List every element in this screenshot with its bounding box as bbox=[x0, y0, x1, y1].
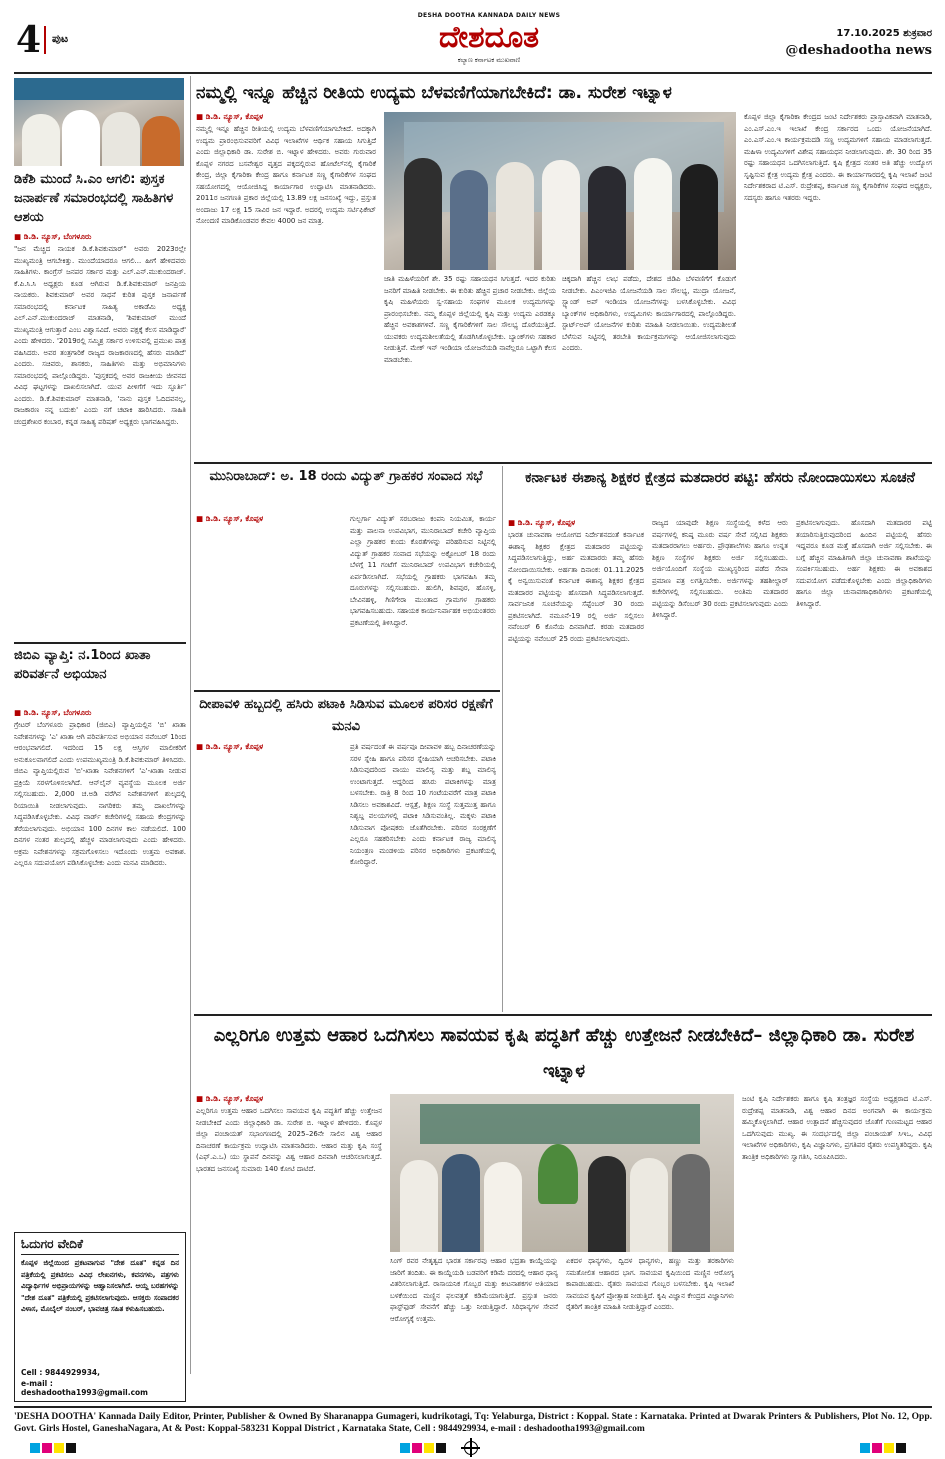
article-munirabad-body-wrap bbox=[196, 514, 496, 686]
yellow-swatch bbox=[884, 1443, 894, 1453]
article-left1-body: "ಜನ ಮೆಚ್ಚಿದ ನಾಯಕ ಡಿ.ಕೆ.ಶಿವಕುಮಾರ್" ಅವರು 2023ರಲ್ಲೇ ಮುಖ್ಯಮಂತ್ರಿ ಆಗಬೇಕಿತ್ತು. ಮುಂದೆಯಾದರೂ ಆಗಲಿ... ಹೀಗೆ ಹೇಳಿದವರು ಸಾಹಿತಿಗಳು. ಕಾಂಗ್ರೆಸ್ ಜನಪರ ಸರ್ಕಾರ ಮತ್ತು ಎಲ್.ಎನ್.ಮುಕುಂದರಾಜ್. ಕೆ.ಪಿ.ಸಿ.ಸಿ ಅಧ್ಯಕ್ಷರು ಕೂಡ ಆಗಿರುವ ಡಿ.ಕೆ.ಶಿವಕುಮಾರ್ ಜನಪ್ರಿಯ ನಾಯಕರು. ಶಿವಕುಮಾರ್ ಅವರ ಸಾಧನೆ ಕುರಿತ ಪುಸ್ತಕ ಜನಾರ್ಪಣೆ ಸಮಾರಂಭದಲ್ಲಿ ಕರ್ನಾಟಕ ಸಾಹಿತ್ಯ ಅಕಾಡೆಮಿ ಅಧ್ಯಕ್ಷ ಎಲ್.ಎನ್.ಮುಕುಂದರಾಜ್ ಮಾತನಾಡಿ, 'ಶಿವಕುಮಾರ್ ಮುಂದೆ ಮುಖ್ಯಮಂತ್ರಿ ಆಗುತ್ತಾರೆ ಎಂಬ ವಿಶ್ವಾಸವಿದೆ. ಅವರು ಪಕ್ಷಕ್ಕೆ ಕೆಲಸ ಮಾಡಿದ್ದಾರೆ' ಎಂದು ಹೇಳಿದರು. '2019ರಲ್ಲಿ ಸಮ್ಮಿಶ್ರ ಸರ್ಕಾರ ಉಳಿಸುವಲ್ಲಿ ಪ್ರಮುಖ ಪಾತ್ರ ವಹಿಸಿದರು. ಅವರ ತಂತ್ರಗಾರಿಕೆ ರಾಜ್ಯದ ರಾಜಕಾರಣದಲ್ಲಿ ಹೆಸರು ಮಾಡಿದೆ' ಎಂದರು. ಸಚಿವರು, ಶಾಸಕರು, ಸಾಹಿತಿಗಳು ಮತ್ತು ಅಭಿಮಾನಿಗಳು ಸಮಾರಂಭದಲ್ಲಿ ಪಾಲ್ಗೊಂಡಿದ್ದರು. 'ಪುಸ್ತಕದಲ್ಲಿ ಅವರ ರಾಜಕೀಯ ಜೀವನದ ವಿವಿಧ ಘಟ್ಟಗಳನ್ನು ದಾಖಲಿಸಲಾಗಿದೆ. ಯುವ ಪೀಳಿಗೆಗೆ ಇದು ಸ್ಫೂರ್ತಿ' ಎಂದರು. ಡಿ.ಕೆ.ಶಿವಕುಮಾರ್ ಮಾತನಾಡಿ, 'ನಾನು ಪುಸ್ತಕ ಓದಿದವನಲ್ಲ, ರಾಜಕಾರಣ ನನ್ನ ಬದುಕು' ಎಂದು ನಗೆ ಚಟಾಕಿ ಹಾರಿಸಿದರು. ಸಾಹಿತಿ ಚಂದ್ರಶೇಖರ ಕಂಬಾರ, ಕನ್ನಡ ಸಾಹಿತ್ಯ ಪರಿಷತ್ ಅಧ್ಯಕ್ಷರು ಭಾಗವಹಿಸಿದ್ದರು. bbox=[14, 245, 186, 426]
masthead-rule bbox=[14, 72, 932, 74]
registration-mark bbox=[464, 1441, 478, 1455]
photo-person bbox=[484, 1162, 522, 1252]
photo-person bbox=[588, 166, 626, 270]
photo-person bbox=[672, 1154, 710, 1252]
article-organic-col1 bbox=[196, 1094, 382, 1374]
article-organic-col2-text: ಸಿಂಗ್ ರವರ ನೇತೃತ್ವದ ಭಾರತ ಸರ್ಕಾರವು ಆಹಾರ ಭದ್ರತಾ ಕಾಯ್ದೆಯನ್ನು ಜಾರಿಗೆ ತಂದಿತು. ಈ ಕಾಯ್ದೆಯಡಿ ಬಡವರಿಗೆ ಕಡಿಮೆ ದರದಲ್ಲಿ ಆಹಾರ ಧಾನ್ಯ ವಿತರಿಸಲಾಗುತ್ತಿದೆ. ರಾಸಾಯನಿಕ ಗೊಬ್ಬರ ಮತ್ತು ಕೀಟನಾಶಕಗಳ ಅತಿಯಾದ ಬಳಕೆಯಿಂದ ಮಣ್ಣಿನ ಫಲವತ್ತತೆ ಕಡಿಮೆಯಾಗುತ್ತಿದೆ. ಪ್ರಸ್ತುತ ಜನರು ಫಾಸ್ಟ್‌ಫುಡ್ ಸೇವನೆಗೆ ಹೆಚ್ಚು ಒತ್ತು ನೀಡುತ್ತಿದ್ದಾರೆ. ಸಿರಿಧಾನ್ಯಗಳ ಸೇವನೆ ಆರೋಗ್ಯಕ್ಕೆ ಉತ್ತಮ. bbox=[390, 1257, 558, 1323]
photo-person bbox=[404, 158, 442, 270]
article-left2-title: ಜಿಬಿಎ ವ್ಯಾಪ್ತಿ: ನ.1ರಿಂದ ಖಾತಾ ಪರಿವರ್ತನೆ ಅಭಿಯಾನ bbox=[14, 648, 151, 682]
article-left2-dateline: ■ ಡಿ.ಡಿ. ನ್ಯೂಸ್‌, ಬೆಂಗಳೂರು bbox=[14, 708, 92, 717]
readers-forum-body: ಕೊಪ್ಪಳ ಜಿಲ್ಲೆಯಿಂದ ಪ್ರಕಟವಾಗುವ "ದೇಶ ದೂತ" ಕನ್ನಡ ದಿನ ಪತ್ರಿಕೆಯಲ್ಲಿ ಪ್ರಕಟಿಸಲು ವಿವಿಧ ಲೇಖನಗಳು, ಕವನಗಳು, ಪತ್ರಗಳು ವಿದ್ಯಾರ್ಥಿಗಳ ಅಭಿಪ್ರಾಯಗಳನ್ನು ಆಹ್ವಾನಿಸಲಾಗಿದೆ. ಆಯ್ದ ಬರಹಗಳನ್ನು "ದೇಶ ದೂತ" ಪತ್ರಿಕೆಯಲ್ಲಿ ಪ್ರಕಟಿಸಲಾಗುವುದು. ಆಸಕ್ತರು ಸಂಪಾದಕರ ವಿಳಾಸ, ಮೊಬೈಲ್ ನಂಬರ್, ಭಾವಚಿತ್ರ ಸಹಿತ ಕಳುಹಿಸಬಹುದು. bbox=[21, 1259, 179, 1313]
left-column-rule bbox=[190, 76, 191, 1374]
photo-person bbox=[102, 112, 140, 166]
article-organic-col3 bbox=[566, 1256, 734, 1374]
cyan-swatch bbox=[400, 1443, 410, 1453]
black-swatch bbox=[896, 1443, 906, 1453]
page-divider bbox=[44, 26, 46, 54]
article-deepavali-dateline: ■ ಡಿ.ಡಿ. ನ್ಯೂಸ್‌, ಕೊಪ್ಪಳ bbox=[196, 742, 264, 751]
article-organic-col1-text: ಎಲ್ಲರಿಗೂ ಉತ್ತಮ ಆಹಾರ ಒದಗಿಸಲು ಸಾವಯವ ಕೃಷಿ ಪದ್ಧತಿಗೆ ಹೆಚ್ಚು ಉತ್ತೇಜನ ನೀಡಬೇಕಿದೆ ಎಂದು ಜಿಲ್ಲಾಧಿಕಾರಿ ಡಾ. ಸುರೇಶ ಬಿ. ಇಟ್ನಾಳ ಹೇಳಿದರು. ಕೊಪ್ಪಳ ಜಿಲ್ಲಾ ಪಂಚಾಯತ್ ಸಭಾಂಗಣದಲ್ಲಿ 2025–26ನೇ ಸಾಲಿನ ವಿಶ್ವ ಆಹಾರ ದಿನಾಚರಣೆ ಕಾರ್ಯಕ್ರಮ ಉದ್ಘಾಟಿಸಿ ಮಾತನಾಡಿದರು. ಆಹಾರ ಮತ್ತು ಕೃಷಿ ಸಂಸ್ಥೆ (ಎಫ್.ಎ.ಒ) ಯು ಸ್ಥಾಪನೆ ದಿನವನ್ನು ವಿಶ್ವ ಆಹಾರ ದಿನವಾಗಿ ಆಚರಿಸಲಾಗುತ್ತದೆ. ಭಾರತದ ಜನಸಂಖ್ಯೆ ಸುಮಾರು 140 ಕೋಟಿ ದಾಟಿದೆ. bbox=[196, 1107, 382, 1173]
article-main-dateline: ■ ಡಿ.ಡಿ. ನ್ಯೂಸ್‌, ಕೊಪ್ಪಳ bbox=[196, 112, 264, 121]
magenta-swatch bbox=[42, 1443, 52, 1453]
cyan-swatch bbox=[30, 1443, 40, 1453]
magenta-swatch bbox=[412, 1443, 422, 1453]
article-munirabad-body: ಗುಲ್ಬರ್ಗಾ ವಿದ್ಯುತ್ ಸರಬರಾಜು ಕಂಪನಿ ನಿಯಮಿತ, ಕಾರ್ಯ ಮತ್ತು ಪಾಲನಾ ಉಪವಿಭಾಗ, ಮುನಿರಾಬಾದ್ ಕಚೇರಿ ವ್ಯಾಪ್ತಿಯ ಎಲ್ಲಾ ಗ್ರಾಹಕರ ಕುಂದು ಕೊರತೆಗಳನ್ನು ಪರಿಹರಿಸುವ ನಿಟ್ಟಿನಲ್ಲಿ ವಿದ್ಯುತ್ ಗ್ರಾಹಕರ ಸಂವಾದ ಸಭೆಯನ್ನು ಅಕ್ಟೋಬರ್ 18 ರಂದು ಬೆಳಗ್ಗೆ 11 ಗಂಟೆಗೆ ಮುನಿರಾಬಾದ್ ಉಪವಿಭಾಗ ಕಚೇರಿಯಲ್ಲಿ ಏರ್ಪಡಿಸಲಾಗಿದೆ. ಸಭೆಯಲ್ಲಿ ಗ್ರಾಹಕರು ಭಾಗವಹಿಸಿ ತಮ್ಮ ದೂರುಗಳನ್ನು ಸಲ್ಲಿಸಬಹುದು. ಹುಲಿಗಿ, ಶಿವಪುರ, ಹೊಸಳ್ಳಿ, ಬೇವಿನಹಳ್ಳಿ, ಗಿಣಿಗೇರಾ ಮುಂತಾದ ಗ್ರಾಮಗಳ ಗ್ರಾಹಕರು ಭಾಗವಹಿಸಬಹುದು. ಸಹಾಯಕ ಕಾರ್ಯನಿರ್ವಾಹಕ ಅಭಿಯಂತರರು ಪ್ರಕಟಣೆಯಲ್ಲಿ ತಿಳಿಸಿದ್ದಾರೆ. bbox=[350, 515, 496, 627]
black-swatch bbox=[436, 1443, 446, 1453]
photo-person bbox=[400, 1160, 438, 1252]
article-main-title: ನಮ್ಮಲ್ಲಿ ಇನ್ನೂ ಹೆಚ್ಚಿನ ರೀತಿಯ ಉದ್ಯಮ ಬೆಳವಣಿಗೆಯಾಗಬೇಕಿದೆ: ಡಾ. ಸುರೇಶ ಇಟ್ನಾಳ bbox=[196, 83, 672, 103]
article-organic-dateline: ■ ಡಿ.ಡಿ. ನ್ಯೂಸ್‌, ಕೊಪ್ಪಳ bbox=[196, 1094, 264, 1103]
photo-banner bbox=[420, 1104, 700, 1144]
article-voters-col3-text: ಪ್ರಕಟಿಸಲಾಗುವುದು. ಹೊಸದಾಗಿ ಮತದಾರರ ಪಟ್ಟಿ ತಯಾರಿಸುತ್ತಿರುವುದರಿಂದ ಹಿಂದಿನ ಪಟ್ಟಿಯಲ್ಲಿ ಹೆಸರು ಇದ್ದವರೂ ಕೂಡ ಮತ್ತೆ ಹೊಸದಾಗಿ ಅರ್ಜಿ ಸಲ್ಲಿಸಬೇಕು. ಈ ಬಗ್ಗೆ ಹೆಚ್ಚಿನ ಮಾಹಿತಿಗಾಗಿ ಜಿಲ್ಲಾ ಚುನಾವಣಾ ಶಾಖೆಯನ್ನು ಸಂಪರ್ಕಿಸಬಹುದು. ಅರ್ಹ ಶಿಕ್ಷಕರು ಈ ಅವಕಾಶದ ಸದುಪಯೋಗ ಪಡೆದುಕೊಳ್ಳಬೇಕು ಎಂದು ಜಿಲ್ಲಾಧಿಕಾರಿಗಳು ಹಾಗೂ ಜಿಲ್ಲಾ ಚುನಾವಣಾಧಿಕಾರಿಗಳು ಪ್ರಕಟಣೆಯಲ್ಲಿ ತಿಳಿಸಿದ್ದಾರೆ. bbox=[796, 519, 932, 608]
article-left1-title: ಡಿಕೆಶಿ ಮುಂದೆ ಸಿ.ಎಂ ಆಗಲಿ: ಪುಸ್ತಕ ಜನಾರ್ಪಣೆ ಸಮಾರಂಭದಲ್ಲಿ ಸಾಹಿತಿಗಳ ಆಶಯ bbox=[14, 172, 174, 225]
article-voters-col2 bbox=[652, 518, 788, 1010]
photo-person bbox=[680, 164, 718, 270]
article-voters-col1 bbox=[508, 518, 644, 1010]
article-main-col3 bbox=[562, 274, 736, 456]
black-swatch bbox=[66, 1443, 76, 1453]
page-number: 4 bbox=[16, 19, 42, 61]
organic-event-photo bbox=[390, 1094, 734, 1252]
photo-banner bbox=[14, 78, 184, 100]
photo-person bbox=[62, 110, 100, 166]
photo-person bbox=[22, 114, 60, 166]
ceremony-photo bbox=[14, 78, 184, 166]
article-voters-dateline: ■ ಡಿ.ಡಿ. ನ್ಯೂಸ್‌, ಕೊಪ್ಪಳ bbox=[508, 518, 576, 527]
article-deepavali-title: ದೀಪಾವಳಿ ಹಬ್ಬದಲ್ಲಿ ಹಸಿರು ಪಟಾಕಿ ಸಿಡಿಸುವ ಮೂಲಕ ಪರಿಸರ ರಕ್ಷಣೆಗೆ ಮನವಿ bbox=[199, 697, 493, 734]
article-deepavali-body: ಪ್ರತಿ ವರ್ಷದಂತೆ ಈ ವರ್ಷವೂ ದೀಪಾವಳಿ ಹಬ್ಬ ದಿನಾಚರಣೆಯನ್ನು ಸರಳ ಸ್ನೇಹಿ ಹಾಗೂ ಪರಿಸರ ಸ್ನೇಹಿಯಾಗಿ ಆಚರಿಸಬೇಕು. ಪಟಾಕಿ ಸಿಡಿಸುವುದರಿಂದ ವಾಯು ಮಾಲಿನ್ಯ ಮತ್ತು ಶಬ್ದ ಮಾಲಿನ್ಯ ಉಂಟಾಗುತ್ತದೆ. ಆದ್ದರಿಂದ ಹಸಿರು ಪಟಾಕಿಗಳನ್ನು ಮಾತ್ರ ಬಳಸಬೇಕು. ರಾತ್ರಿ 8 ರಿಂದ 10 ಗಂಟೆಯವರೆಗೆ ಮಾತ್ರ ಪಟಾಕಿ ಸಿಡಿಸಲು ಅವಕಾಶವಿದೆ. ಆಸ್ಪತ್ರೆ, ಶಿಕ್ಷಣ ಸಂಸ್ಥೆ ಸುತ್ತಮುತ್ತ ಹಾಗೂ ನಿಶ್ಯಬ್ದ ವಲಯಗಳಲ್ಲಿ ಪಟಾಕಿ ಸಿಡಿಸುವಂತಿಲ್ಲ. ಮಕ್ಕಳು ಪಟಾಕಿ ಸಿಡಿಸುವಾಗ ಪೋಷಕರು ಜೊತೆಗಿರಬೇಕು. ಪರಿಸರ ಸಂರಕ್ಷಣೆಗೆ ಎಲ್ಲರೂ ಸಹಕರಿಸಬೇಕು ಎಂದು ಕರ್ನಾಟಕ ರಾಜ್ಯ ಮಾಲಿನ್ಯ ನಿಯಂತ್ರಣ ಮಂಡಳಿಯ ಪರಿಸರ ಅಧಿಕಾರಿಗಳು ಪ್ರಕಟಣೆಯಲ್ಲಿ ಕೋರಿದ್ದಾರೆ. bbox=[350, 743, 496, 866]
color-bar-center bbox=[400, 1443, 460, 1453]
masthead-tagline: ಕಲ್ಯಾಣ ಕರ್ನಾಟಕ ಮುಖವಾಣಿ bbox=[457, 56, 521, 64]
article-main-col4 bbox=[744, 112, 932, 456]
article-deepavali-body-wrap bbox=[196, 742, 496, 1010]
date-value: 17.10.2025 bbox=[836, 28, 900, 39]
photo-person bbox=[542, 160, 580, 270]
article-organic-col3-text: ಏಕದಳ ಧಾನ್ಯಗಳು, ದ್ವಿದಳ ಧಾನ್ಯಗಳು, ಹಣ್ಣು ಮತ್ತು ತರಕಾರಿಗಳು ಸಮತೋಲಿತ ಆಹಾರದ ಭಾಗ. ಸಾವಯವ ಕೃಷಿಯಿಂದ ಮಣ್ಣಿನ ಆರೋಗ್ಯ ಕಾಪಾಡಬಹುದು. ರೈತರು ಸಾವಯವ ಗೊಬ್ಬರ ಬಳಸಬೇಕು. ಕೃಷಿ ಇಲಾಖೆ ಸಾವಯವ ಕೃಷಿಗೆ ಪ್ರೋತ್ಸಾಹ ನೀಡುತ್ತಿದೆ. ಕೃಷಿ ವಿಜ್ಞಾನ ಕೇಂದ್ರದ ವಿಜ್ಞಾನಿಗಳು ರೈತರಿಗೆ ತಾಂತ್ರಿಕ ಮಾಹಿತಿ ನೀಡುತ್ತಿದ್ದಾರೆ ಎಂದರು. bbox=[566, 1257, 734, 1311]
social-handle: @deshadootha news bbox=[785, 43, 932, 58]
issue-date bbox=[754, 28, 932, 39]
photo-person bbox=[630, 1158, 668, 1252]
photo-person bbox=[142, 116, 180, 166]
color-bar-left bbox=[30, 1443, 90, 1453]
footer-rule bbox=[14, 1406, 932, 1408]
cyan-swatch bbox=[860, 1443, 870, 1453]
munirabad-rule bbox=[194, 690, 500, 692]
organic-top-rule bbox=[194, 1014, 932, 1016]
article-left1-body-wrap bbox=[14, 232, 186, 640]
readers-forum-cell bbox=[21, 1368, 179, 1377]
page-word: ಪುಟ bbox=[52, 32, 69, 45]
article-left1-dateline: ■ ಡಿ.ಡಿ. ನ್ಯೂಸ್‌, ಬೆಂಗಳೂರು bbox=[14, 232, 92, 241]
main-article-photo bbox=[384, 112, 736, 270]
photo-person bbox=[450, 170, 488, 270]
article-main-col2-text: ಜಾತಿ ಮಹಿಳೆಯರಿಗೆ ಶೇ. 35 ರಷ್ಟು ಸಹಾಯಧನ ಸಿಗುತ್ತದೆ. ಇದರ ಕುರಿತು ಜನರಿಗೆ ಮಾಹಿತಿ ನೀಡಬೇಕು. ಈ ಕುರಿತು ಹೆಚ್ಚಿನ ಪ್ರಚಾರ ನೀಡಬೇಕು. ಜಿಲ್ಲೆಯ ಕೃಷಿ ಮಹಿಳೆಯರು ಸ್ವ-ಸಹಾಯ ಸಂಘಗಳ ಮೂಲಕ ಉದ್ಯಮಗಳನ್ನು ಪ್ರಾರಂಭಿಸಬೇಕು. ನಮ್ಮ ಕೊಪ್ಪಳ ಜಿಲ್ಲೆಯಲ್ಲಿ ಕೃಷಿ ಮತ್ತು ಉದ್ಯಮ ಎರಡಕ್ಕೂ ಹೆಚ್ಚಿನ ಅವಕಾಶಗಳಿವೆ. ಸಣ್ಣ ಕೈಗಾರಿಕೆಗಳಿಗೆ ಸಾಲ ಸೌಲಭ್ಯ ದೊರೆಯುತ್ತಿದೆ. ಯುವಕರು ಉದ್ಯಮಶೀಲತೆಯಲ್ಲಿ ತೊಡಗಿಸಿಕೊಳ್ಳಬೇಕು. ಬ್ಯಾಂಕ್‌ಗಳು ಸಹಕಾರ ನೀಡುತ್ತಿವೆ. ಮೇಕ್ ಇನ್ ಇಂಡಿಯಾ ಯೋಜನೆಯಡಿ ನಾವೆಲ್ಲರೂ ಒಟ್ಟಾಗಿ ಕೆಲಸ ಮಾಡಬೇಕು. bbox=[384, 275, 556, 364]
article-organic-title: ಎಲ್ಲರಿಗೂ ಉತ್ತಮ ಆಹಾರ ಒದಗಿಸಲು ಸಾವಯವ ಕೃಷಿ ಪದ್ಧತಿಗೆ ಹೆಚ್ಚು ಉತ್ತೇಜನೆ ನೀಡಬೇಕಿದೆ– ಜಿಲ್ಲಾಧಿಕಾರಿ ಡಾ. ಸುರೇಶ ಇಟ್ನಾಳ bbox=[213, 1025, 915, 1082]
photo-person bbox=[588, 1156, 626, 1252]
article-voters-title: ಕರ್ನಾಟಕ ಈಶಾನ್ಯ ಶಿಕ್ಷಕರ ಕ್ಷೇತ್ರದ ಮತದಾರರ ಪಟ್ಟಿ: ಹೆಸರು ನೋಂದಾಯಿಸಲು ಸೂಚನೆ bbox=[525, 470, 915, 486]
cell-label: Cell : bbox=[21, 1368, 43, 1377]
photo-person bbox=[634, 158, 672, 270]
article-voters-col1-text: ಭಾರತ ಚುನಾವಣಾ ಆಯೋಗದ ನಿರ್ದೇಶನದಂತೆ ಕರ್ನಾಟಕ ಈಶಾನ್ಯ ಶಿಕ್ಷಕರ ಕ್ಷೇತ್ರದ ಮತದಾರರ ಪಟ್ಟಿಯನ್ನು ಸಿದ್ಧಪಡಿಸಲಾಗುತ್ತಿದ್ದು, ಅರ್ಹ ಮತದಾರರು ತಮ್ಮ ಹೆಸರು ನೋಂದಾಯಿಸಬೇಕು. ಅರ್ಹತಾ ದಿನಾಂಕ: 01.11.2025 ಕ್ಕೆ ಅನ್ವಯಿಸುವಂತೆ ಕರ್ನಾಟಕ ಈಶಾನ್ಯ ಶಿಕ್ಷಕರ ಕ್ಷೇತ್ರದ ಮತದಾರರ ಪಟ್ಟಿಯನ್ನು ಹೊಸದಾಗಿ ಸಿದ್ಧಪಡಿಸಲಾಗುತ್ತದೆ. ಸಾರ್ವಜನಿಕ ಸೂಚನೆಯನ್ನು ಸೆಪ್ಟೆಂಬರ್ 30 ರಂದು ಪ್ರಕಟಿಸಲಾಗಿದೆ. ನಮೂನೆ-19 ರಲ್ಲಿ ಅರ್ಜಿ ಸಲ್ಲಿಸಲು ನವೆಂಬರ್ 6 ಕೊನೆಯ ದಿನವಾಗಿದೆ. ಕರಡು ಮತದಾರರ ಪಟ್ಟಿಯನ್ನು ನವೆಂಬರ್ 25 ರಂದು ಪ್ರಕಟಿಸಲಾಗುವುದು. bbox=[508, 531, 644, 643]
article-main-col2 bbox=[384, 274, 556, 456]
photo-person bbox=[442, 1154, 480, 1252]
article-organic-col4-text: ಜಂಟಿ ಕೃಷಿ ನಿರ್ದೇಶಕರು ಹಾಗೂ ಕೃಷಿ ತಂತ್ರಜ್ಞರ ಸಂಸ್ಥೆಯ ಅಧ್ಯಕ್ಷರಾದ ಟಿ.ಎಸ್. ರುದ್ರೇಶಪ್ಪ ಮಾತನಾಡಿ, ವಿಶ್ವ ಆಹಾರ ದಿನದ ಅಂಗವಾಗಿ ಈ ಕಾರ್ಯಕ್ರಮ ಹಮ್ಮಿಕೊಳ್ಳಲಾಗಿದೆ. ಆಹಾರ ಉತ್ಪಾದನೆ ಹೆಚ್ಚಿಸುವುದರ ಜೊತೆಗೆ ಗುಣಮಟ್ಟದ ಆಹಾರ ಒದಗಿಸುವುದು ಮುಖ್ಯ. ಈ ಸಂದರ್ಭದಲ್ಲಿ ಜಿಲ್ಲಾ ಪಂಚಾಯತ್ ಸಿಇಒ, ವಿವಿಧ ಇಲಾಖೆಗಳ ಅಧಿಕಾರಿಗಳು, ಕೃಷಿ ವಿಜ್ಞಾನಿಗಳು, ಪ್ರಗತಿಪರ ರೈತರು ಉಪಸ್ಥಿತರಿದ್ದರು. ಕೃಷಿ ತಾಂತ್ರಿಕ ಅಧಿಕಾರಿಗಳು ಸ್ವಾಗತಿಸಿ, ನಿರೂಪಿಸಿದರು. bbox=[742, 1095, 932, 1161]
readers-forum-panel bbox=[14, 1232, 186, 1402]
cell-number: 9844929934, bbox=[44, 1368, 101, 1377]
center-column-rule bbox=[502, 466, 503, 1012]
article-main-col1 bbox=[196, 112, 376, 456]
main-article-rule bbox=[194, 462, 932, 464]
masthead-small-text: DESHA DOOTHA KANNADA DAILY NEWS bbox=[417, 12, 561, 19]
article-voters-col3 bbox=[796, 518, 932, 1010]
weekday-value: ಶುಕ್ರವಾರ bbox=[903, 28, 932, 39]
magenta-swatch bbox=[872, 1443, 882, 1453]
yellow-swatch bbox=[424, 1443, 434, 1453]
color-bar-right bbox=[860, 1443, 920, 1453]
article-munirabad-title: ಮುನಿರಾಬಾದ್: ಅ. 18 ರಂದು ವಿದ್ಯುತ್ ಗ್ರಾಹಕರ ಸಂವಾದ ಸಭೆ bbox=[209, 469, 483, 484]
readers-forum-title: ಓದುಗರ ವೇದಿಕೆ bbox=[21, 1237, 179, 1255]
article-main-col4-text: ಕೊಪ್ಪಳ ಜಿಲ್ಲಾ ಕೈಗಾರಿಕಾ ಕೇಂದ್ರದ ಜಂಟಿ ನಿರ್ದೇಶಕರು ಪ್ರಾಸ್ತಾವಿಕವಾಗಿ ಮಾತನಾಡಿ, ಎಂ.ಎಸ್.ಎಂ.ಇ ಇಲಾಖೆ ಕೇಂದ್ರ ಸರ್ಕಾರದ ಒಂದು ಯೋಜನೆಯಾಗಿದೆ. ಎಂ.ಎಸ್.ಎಂ.ಇ ಕಾರ್ಯಕ್ರಮದಡಿ ಸಣ್ಣ ಉದ್ಯಮಗಳಿಗೆ ಸಹಾಯ ಮಾಡಲಾಗುತ್ತದೆ. ಮಹಿಳಾ ಉದ್ಯಮಿಗಳಿಗೆ ವಿಶೇಷ ಸಹಾಯಧನ ನೀಡಲಾಗುವುದು. ಶೇ. 30 ರಿಂದ 35 ರಷ್ಟು ಸಹಾಯಧನ ಒದಗಿಸಲಾಗುತ್ತಿದೆ. ಕೃಷಿ ಕ್ಷೇತ್ರದ ನಂತರ ಅತಿ ಹೆಚ್ಚು ಉದ್ಯೋಗ ಸೃಷ್ಟಿಸುವ ಕ್ಷೇತ್ರ ಉದ್ಯಮ ಕ್ಷೇತ್ರ ಎಂದರು. ಈ ಕಾರ್ಯಾಗಾರದಲ್ಲಿ ಕೃಷಿ ಇಲಾಖೆ ಜಂಟಿ ನಿರ್ದೇಶಕರಾದ ಟಿ.ಎಸ್. ರುದ್ರೇಶಪ್ಪ, ಕರ್ನಾಟಕ ಸಣ್ಣ ಕೈಗಾರಿಕೆಗಳ ಸಂಘದ ಅಧ್ಯಕ್ಷರು, ಸದಸ್ಯರು ಹಾಗೂ ಇತರರು ಇದ್ದರು. bbox=[744, 113, 932, 202]
article-voters-col2-text: ರಾಜ್ಯದ ಯಾವುದೇ ಶಿಕ್ಷಣ ಸಂಸ್ಥೆಯಲ್ಲಿ ಕಳೆದ ಆರು ವರ್ಷಗಳಲ್ಲಿ ಕನಿಷ್ಠ ಮೂರು ವರ್ಷ ಸೇವೆ ಸಲ್ಲಿಸಿದ ಶಿಕ್ಷಕರು ಮತದಾರರಾಗಲು ಅರ್ಹರು. ಪ್ರೌಢಶಾಲೆಗಳು ಹಾಗೂ ಉನ್ನತ ಶಿಕ್ಷಣ ಸಂಸ್ಥೆಗಳ ಶಿಕ್ಷಕರು ಅರ್ಜಿ ಸಲ್ಲಿಸಬಹುದು. ಅರ್ಜಿಯೊಂದಿಗೆ ಸಂಸ್ಥೆಯ ಮುಖ್ಯಸ್ಥರಿಂದ ಪಡೆದ ಸೇವಾ ಪ್ರಮಾಣ ಪತ್ರ ಲಗತ್ತಿಸಬೇಕು. ಅರ್ಜಿಗಳನ್ನು ತಹಶೀಲ್ದಾರ್ ಕಚೇರಿಗಳಲ್ಲಿ ಸಲ್ಲಿಸಬಹುದು. ಅಂತಿಮ ಮತದಾರರ ಪಟ್ಟಿಯನ್ನು ಡಿಸೆಂಬರ್ 30 ರಂದು ಪ್ರಕಟಿಸಲಾಗುವುದು ಎಂದು ತಿಳಿಸಿದ್ದಾರೆ. bbox=[652, 519, 788, 619]
left-divider bbox=[14, 642, 186, 644]
article-organic-col4 bbox=[742, 1094, 932, 1374]
article-main-col1-text: ನಮ್ಮಲ್ಲಿ ಇನ್ನೂ ಹೆಚ್ಚಿನ ರೀತಿಯಲ್ಲಿ ಉದ್ಯಮ ಬೆಳವಣಿಗೆಯಾಗಬೇಕಿದೆ. ಅದಕ್ಕಾಗಿ ಉದ್ಯಮ ಪ್ರಾರಂಭಿಸುವವರಿಗೆ ವಿವಿಧ ಇಲಾಖೆಗಳ ಆರ್ಥಿಕ ಸಹಾಯ ಸಿಗುತ್ತಿದೆ ಎಂದು ಜಿಲ್ಲಾಧಿಕಾರಿ ಡಾ. ಸುರೇಶ ಬಿ. ಇಟ್ನಾಳ ಹೇಳಿದರು. ಅವರು ಗುರುವಾರ ಕೊಪ್ಪಳ ನಗರದ ಬಸವೇಶ್ವರ ವೃತ್ತದ ಪಕ್ಕದಲ್ಲಿರುವ ಹೋಟೆಲ್‌ನಲ್ಲಿ ಕೈಗಾರಿಕೆ ಕೇಂದ್ರ, ಜಿಲ್ಲಾ ಕೈಗಾರಿಕಾ ಕೇಂದ್ರ ಹಾಗೂ ಕರ್ನಾಟಕ ಸಣ್ಣ ಕೈಗಾರಿಕೆಗಳ ಸಂಘದ ಸಹಯೋಗದಲ್ಲಿ ಆಯೋಜಿಸಿದ್ದ ಕಾರ್ಯಾಗಾರ ಉದ್ಘಾಟಿಸಿ ಮಾತನಾಡಿದರು. 2011ರ ಜನಗಣತಿ ಪ್ರಕಾರ ಜಿಲ್ಲೆಯಲ್ಲಿ 13.89 ಲಕ್ಷ ಜನಸಂಖ್ಯೆ ಇದ್ದು, ಪ್ರಸ್ತುತ ಅಂದಾಜು 17 ಲಕ್ಷ 15 ಸಾವಿರ ಜನ ಇದ್ದಾರೆ. ಅದರಲ್ಲಿ ಉದ್ಯಮ ಸರ್ಟಿಫಿಕೇಟ್ ನೋಂದಣಿ ಮಾಡಿಕೊಂಡವರ ಕೇವಲ 4000 ಜನ ಮಾತ್ರ. bbox=[196, 125, 376, 225]
email-address[interactable]: deshadootha1993@gmail.com bbox=[21, 1388, 149, 1397]
article-munirabad-dateline: ■ ಡಿ.ಡಿ. ನ್ಯೂಸ್‌, ಕೊಪ್ಪಳ bbox=[196, 514, 264, 523]
newspaper-logo: ದೇಶದೂತ bbox=[438, 20, 540, 55]
readers-forum-email bbox=[21, 1379, 179, 1397]
yellow-swatch bbox=[54, 1443, 64, 1453]
email-label: e-mail : bbox=[21, 1379, 53, 1388]
photo-person bbox=[496, 162, 534, 270]
masthead bbox=[14, 10, 932, 70]
photo-plant bbox=[538, 1144, 578, 1204]
article-main-col3-text: ಚಿಕ್ಕದಾಗಿ ಹೆಚ್ಚಿನ ಲಾಭ ಪಡೆದು, ದೇಶದ ಜಿಡಿಪಿ ಬೆಳವಣಿಗೆಗೆ ಕೊಡುಗೆ ನೀಡಬೇಕು. ಪಿಎಂಇಜಿಪಿ ಯೋಜನೆಯಡಿ ಸಾಲ ಸೌಲಭ್ಯ, ಮುದ್ರಾ ಯೋಜನೆ, ಸ್ಟ್ಯಾಂಡ್ ಅಪ್ ಇಂಡಿಯಾ ಯೋಜನೆಗಳನ್ನು ಬಳಸಿಕೊಳ್ಳಬೇಕು. ವಿವಿಧ ಬ್ಯಾಂಕ್‌ಗಳ ಅಧಿಕಾರಿಗಳು, ಉದ್ಯಮಿಗಳು ಕಾರ್ಯಾಗಾರದಲ್ಲಿ ಪಾಲ್ಗೊಂಡಿದ್ದರು. ಸ್ಟಾರ್ಟ್‌ಅಪ್ ಯೋಜನೆಗಳ ಕುರಿತು ಮಾಹಿತಿ ನೀಡಲಾಯಿತು. ಉದ್ಯಮಶೀಲತೆ ಬೆಳೆಸುವ ನಿಟ್ಟಿನಲ್ಲಿ ತರಬೇತಿ ಕಾರ್ಯಕ್ರಮಗಳನ್ನು ಆಯೋಜಿಸಲಾಗುವುದು ಎಂದರು. bbox=[562, 275, 736, 352]
article-organic-col2 bbox=[390, 1256, 558, 1374]
article-left2-body: ಗ್ರೇಟರ್ ಬೆಂಗಳೂರು ಪ್ರಾಧಿಕಾರ (ಜಿಬಿಎ) ವ್ಯಾಪ್ತಿಯಲ್ಲಿನ 'ಬಿ' ಖಾತಾ ನಿವೇಶನಗಳನ್ನು 'ಎ' ಖಾತಾ ಆಗಿ ಪರಿವರ್ತಿಸುವ ಅಭಿಯಾನ ನವೆಂಬರ್ 1ರಿಂದ ಆರಂಭವಾಗಲಿದೆ. ಇದರಿಂದ 15 ಲಕ್ಷ ಆಸ್ತಿಗಳ ಮಾಲೀಕರಿಗೆ ಅನುಕೂಲವಾಗಲಿದೆ ಎಂದು ಉಪಮುಖ್ಯಮಂತ್ರಿ ಡಿ.ಕೆ.ಶಿವಕುಮಾರ್ ತಿಳಿಸಿದರು. ಜಿಬಿಎ ವ್ಯಾಪ್ತಿಯಲ್ಲಿರುವ 'ಬಿ'-ಖಾತಾ ನಿವೇಶನಗಳಿಗೆ 'ಎ'-ಖಾತಾ ನೀಡುವ ಪ್ರಕ್ರಿಯೆ ಸರಳಗೊಳಿಸಲಾಗಿದೆ. ಆನ್‌ಲೈನ್ ವ್ಯವಸ್ಥೆಯ ಮೂಲಕ ಅರ್ಜಿ ಸಲ್ಲಿಸಬಹುದು. 2,000 ಚ.ಅಡಿ ವರೆಗಿನ ನಿವೇಶನಗಳಿಗೆ ಶುಲ್ಕದಲ್ಲಿ ರಿಯಾಯಿತಿ ನೀಡಲಾಗುವುದು. ನಾಗರಿಕರು ತಮ್ಮ ದಾಖಲೆಗಳನ್ನು ಸಿದ್ಧಪಡಿಸಿಕೊಳ್ಳಬೇಕು. ವಿವಿಧ ವಾರ್ಡ್ ಕಚೇರಿಗಳಲ್ಲಿ ಸಹಾಯ ಕೇಂದ್ರಗಳನ್ನು ತೆರೆಯಲಾಗುವುದು. ಅಭಿಯಾನ 100 ದಿನಗಳ ಕಾಲ ನಡೆಯಲಿದೆ. 100 ದಿನಗಳ ನಂತರ ಶುಲ್ಕದಲ್ಲಿ ಹೆಚ್ಚಳ ಮಾಡಲಾಗುವುದು ಎಂದು ಹೇಳಿದರು. ಅಕ್ರಮ ನಿವೇಶನಗಳನ್ನು ಸಕ್ರಮಗೊಳಿಸಲು ಇದೊಂದು ಉತ್ತಮ ಅವಕಾಶ. ಎಲ್ಲರೂ ಸದುಪಯೋಗ ಪಡಿಸಿಕೊಳ್ಳಬೇಕು ಎಂದು ಮನವಿ ಮಾಡಿದರು. bbox=[14, 721, 186, 867]
imprint-line: 'DESHA DOOTHA' Kannada Daily Editor, Printer, Publisher & Owned By Sharanappa Gumageri, kudrikotagi, Tq: Yelaburga, District : Koppal. State : Karnataka. Printed at Dwarak Printers & Publishers, Plot No. 12, Opp. Govt. Girls Hostel, GaneshaNagara, At & Post: Koppal-583231 Koppal District , Karnataka State, Cell : 9844929934, e-mail : deshadootha1993@gmail.com bbox=[14, 1412, 932, 1434]
